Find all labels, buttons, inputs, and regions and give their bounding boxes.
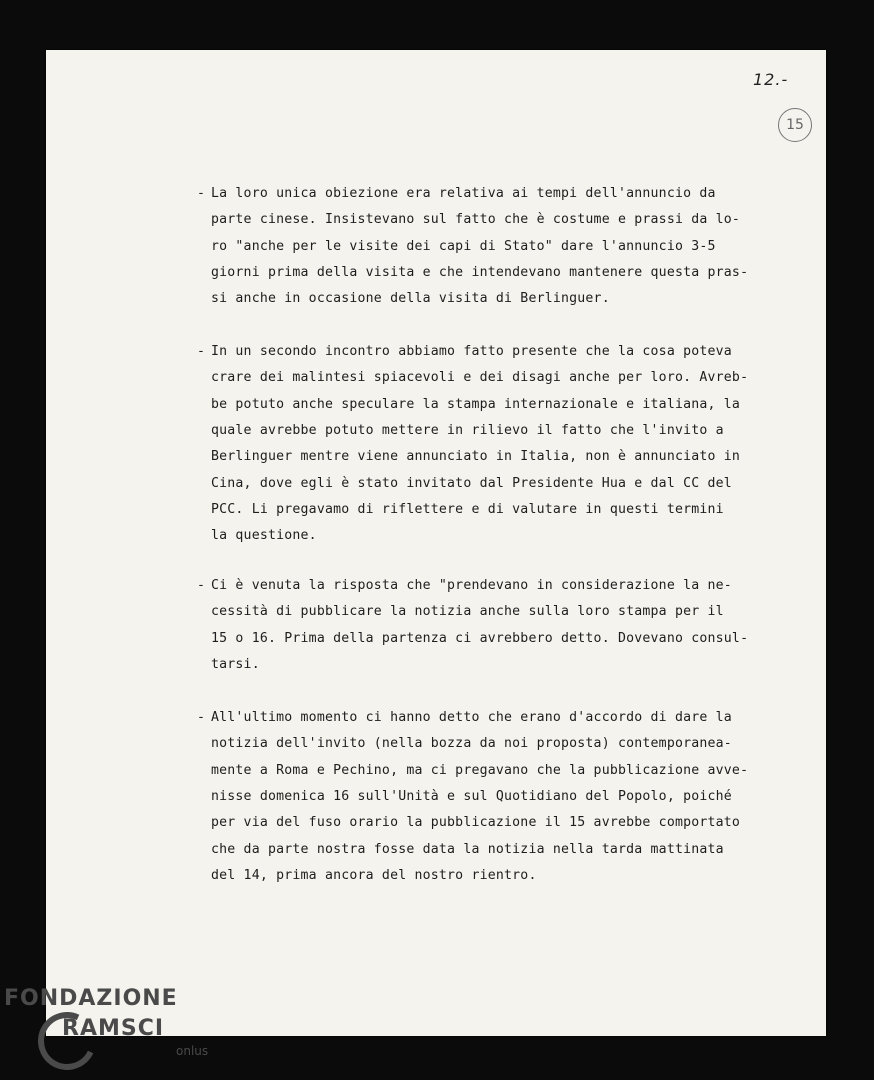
paragraph-3-line: 15 o 16. Prima della partenza ci avrebbero detto. Dovevano consul- [211,630,749,646]
paragraph-1-line: si anche in occasione della visita di Berlinguer. [211,291,610,307]
paragraph-3-line: Ci è venuta la risposta che "prendevano in considerazione la ne- [211,578,732,593]
paragraph-4-line: che da parte nostra fosse data la notizia nella tarda mattinata [211,841,724,857]
paragraph-2-line: Cina, dove egli è stato invitato dal Presidente Hua e dal CC del [211,475,732,491]
paragraph-2-line: PCC. Li pregavamo di riflettere e di valutare in questi termini [211,501,724,517]
paragraph-4-line: mente a Roma e Pechino, ma ci pregavano che la pubblicazione avve- [211,762,749,778]
page-number: 12.- [753,70,789,89]
logo-line-2: RAMSCI [62,1016,165,1041]
paragraph-2-line: crare dei malintesi spiacevoli e dei disagi anche per loro. Avreb- [211,370,749,386]
paragraph-4-line: del 14, prima ancora del nostro rientro. [211,867,537,883]
paragraph-4-line: All'ultimo momento ci hanno detto che erano d'accordo di dare la [211,710,732,725]
paragraph-4-line: notizia dell'invito (nella bozza da noi proposta) contemporanea- [211,736,732,752]
paragraph-bullet-dash: - [197,186,205,201]
paragraph-2-line: quale avrebbe potuto mettere in rilievo il fatto che l'invito a [211,422,724,438]
paragraph-4-line: nisse domenica 16 sull'Unità e sul Quotidiano del Popolo, poiché [211,788,732,804]
paragraph-1-line: ro "anche per le visite dei capi di Stato" dare l'annuncio 3-5 [211,238,716,254]
paragraph-2-line: Berlinguer mentre viene annunciato in Italia, non è annunciato in [211,449,741,465]
paragraph-2-line: be potuto anche speculare la stampa internazionale e italiana, la [211,396,741,412]
paragraph-3-line: tarsi. [211,656,260,672]
paragraph-1-line: La loro unica obiezione era relativa ai tempi dell'annuncio da [211,186,716,201]
paragraph-4-line: per via del fuso orario la pubblicazione il 15 avrebbe comportato [211,815,741,831]
paragraph-1-line: parte cinese. Insistevano sul fatto che è costume e prassi da lo- [211,212,741,228]
paragraph-bullet-dash: - [197,710,205,725]
logo-line-1: FONDAZIONE [4,986,178,1011]
paragraph-2-line: la questione. [211,528,317,544]
paragraph-bullet-dash: - [197,344,205,359]
paragraph-2-line: In un secondo incontro abbiamo fatto presente che la cosa poteva [211,344,732,359]
paragraph-1-line: giorni prima della visita e che intendevano mantenere questa pras- [211,264,749,280]
paragraph-3-line: cessità di pubblicare la notizia anche sulla loro stampa per il [211,604,724,620]
archive-stamp-number: 15 [778,108,812,142]
paragraph-bullet-dash: - [197,578,205,593]
logo-line-3: onlus [176,1044,209,1058]
